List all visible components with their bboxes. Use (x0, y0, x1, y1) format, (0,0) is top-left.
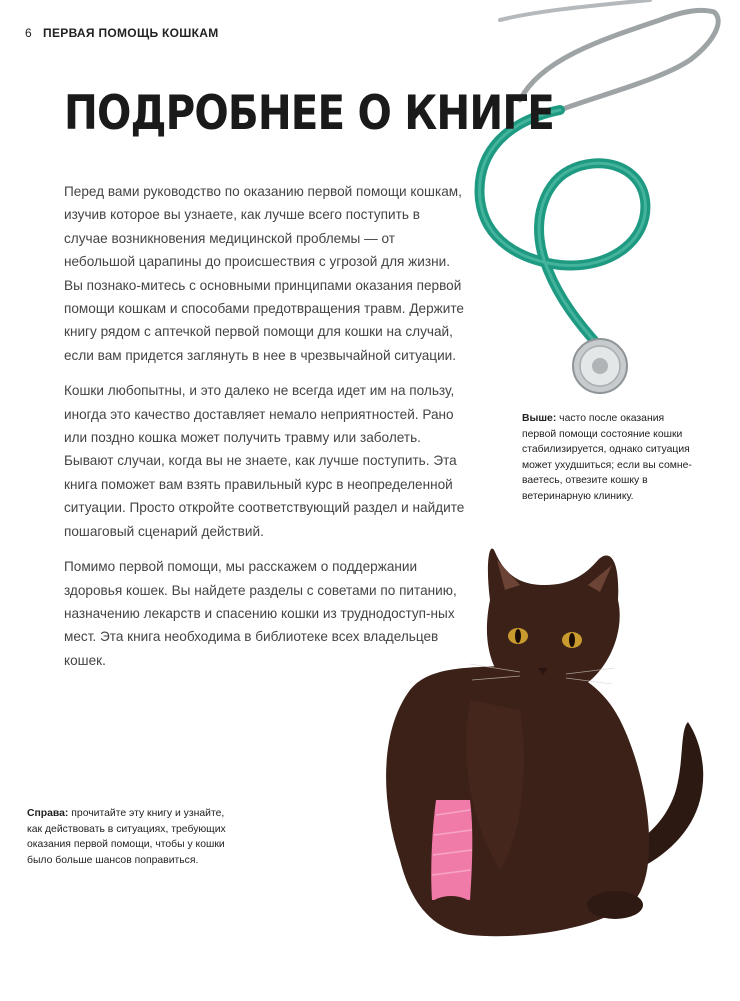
paragraph: Кошки любопытны, и это далеко не всегда идет им на пользу, иногда это качество доставляет немало неприятностей. Рано или поздно кошка может получить травму или заболеть. Бывают случаи, когда вы не знаете, как лучше поступить. Эта книга поможет вам взять правильный курс в неопределенной ситуации. Просто откройте соответствующий раздел и найдите пошаговый сценарий действий. (64, 383, 465, 539)
caption-label: Справа: (27, 808, 69, 819)
body-text (64, 180, 466, 684)
caption-text: прочитайте эту книгу и узнайте, как действовать в ситуациях, требующих оказания первой помощи, чтобы у кошки было больше шансов поправиться. (27, 808, 226, 866)
caption-above (522, 411, 692, 505)
caption-label: Выше: (522, 413, 557, 424)
page-number: 6 (25, 26, 32, 40)
page-heading: ПОДРОБНЕЕ О КНИГЕ (64, 86, 554, 141)
paragraph: Перед вами руководство по оказанию первой помощи кошкам, изучив которое вы узнаете, как лучше всего поступить в случае возникновения медицинской проблемы — от небольшой царапины до происшествия с угрозой для жизни. Вы познако-митесь с основными принципами оказания первой помощи кошкам и способами предотвращения травм. Держите книгу рядом с аптечкой первой помощи для кошки на случай, если вам придется заглянуть в нее в чрезвычайной ситуации. (64, 184, 464, 363)
running-title: ПЕРВАЯ ПОМОЩЬ КОШКАМ (43, 26, 219, 40)
running-header (25, 26, 219, 40)
caption-right (27, 806, 237, 868)
paragraph: Помимо первой помощи, мы расскажем о поддержании здоровья кошек. Вы найдете разделы с советами по питанию, назначению лекарств и спасению кошки из труднодоступ-ных мест. Эта книга необходима в библиотеке всех владельцев кошек. (64, 559, 457, 668)
caption-text: часто после оказания первой помощи состояние кошки стабилизируется, однако ситуация может ухудшиться; если вы сомне-ваетесь, отвезите кошку в ветеринарную клинику. (522, 413, 692, 502)
